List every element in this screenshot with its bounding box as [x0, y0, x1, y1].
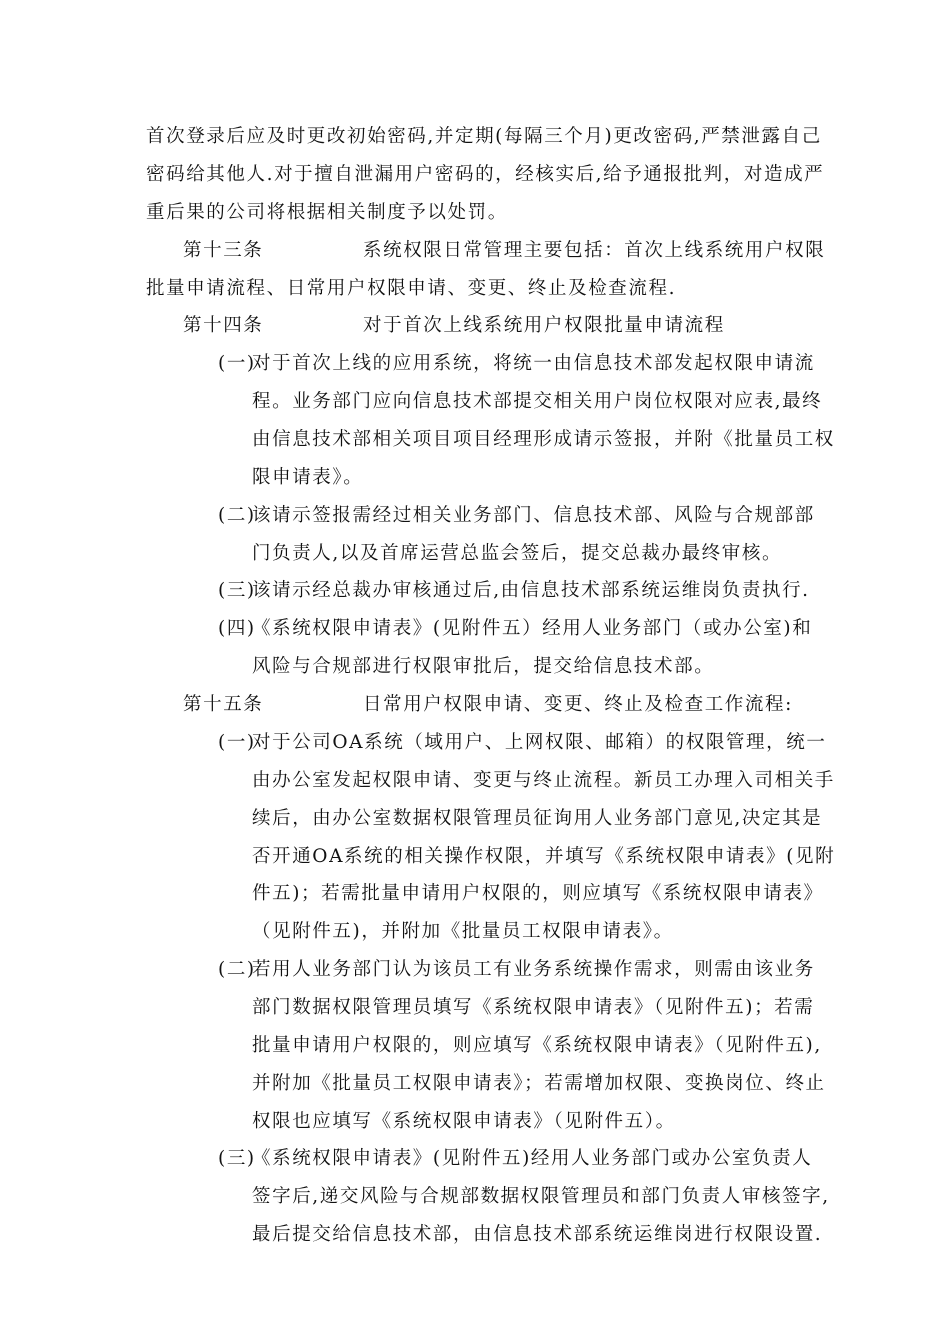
article-15-text: 日常用户权限申请、变更、终止及检查工作流程: — [363, 694, 793, 715]
item-marker: (一) — [218, 732, 256, 753]
item-text: 并附加《批量员工权限申请表》；若需增加权限、变换岗位、终止 — [252, 1073, 826, 1094]
item-text: 否开通OA系统的相关操作权限，并填写《系统权限申请表》(见附 — [252, 846, 836, 867]
item-text: 由信息技术部相关项目项目经理形成请示签报，并附《批量员工权 — [252, 429, 835, 450]
item-text: 部门数据权限管理员填写《系统权限申请表》（见附件五)；若需 — [252, 997, 815, 1018]
item-text: 程。业务部门应向信息技术部提交相关用户岗位权限对应表,最终 — [252, 391, 823, 412]
item-text: 最后提交给信息技术部，由信息技术部系统运维岗进行权限设置. — [252, 1224, 823, 1245]
item-marker: (二) — [218, 959, 256, 980]
item-text: 该请示经总裁办审核通过后,由信息技术部系统运维岗负责执行. — [252, 580, 810, 601]
article-13-heading: 第十三条 — [183, 240, 264, 261]
item-text: 若用人业务部门认为该员工有业务系统操作需求，则需由该业务 — [252, 959, 815, 980]
article-14-heading: 第十四条 — [183, 315, 264, 336]
item-marker: (三) — [218, 1148, 256, 1169]
item-text: （见附件五)，并附加《批量员工权限申请表》。 — [252, 921, 674, 942]
paragraph-line: 重后果的公司将根据相关制度予以处罚。 — [146, 202, 508, 223]
item-text: 《系统权限申请表》(见附件五）经用人业务部门（或办公室)和 — [252, 618, 813, 639]
article-14-text: 对于首次上线系统用户权限批量申请流程 — [363, 315, 725, 336]
item-text: 件五)；若需批量申请用户权限的，则应填写《系统权限申请表》 — [252, 883, 824, 904]
item-marker: (二) — [218, 505, 256, 526]
item-text: 权限也应填写《系统权限申请表》（见附件五）。 — [252, 1111, 676, 1132]
item-text: 对于首次上线的应用系统，将统一由信息技术部发起权限申请流 — [252, 353, 815, 374]
item-text: 该请示签报需经过相关业务部门、信息技术部、风险与合规部部 — [252, 505, 815, 526]
item-marker: (三) — [218, 580, 256, 601]
item-text: 对于公司OA系统（域用户、上网权限、邮箱）的权限管理，统一 — [252, 732, 827, 753]
item-text: 批量申请用户权限的，则应填写《系统权限申请表》（见附件五), — [252, 1035, 822, 1056]
article-13-text: 批量申请流程、日常用户权限申请、变更、终止及检查流程. — [146, 278, 677, 299]
item-text: 风险与合规部进行权限审批后，提交给信息技术部。 — [252, 656, 715, 677]
article-13-text: 系统权限日常管理主要包括：首次上线系统用户权限 — [363, 240, 826, 261]
item-text: 续后，由办公室数据权限管理员征询用人业务部门意见,决定其是 — [252, 808, 823, 829]
paragraph-line: 密码给其他人.对于擅自泄漏用户密码的，经核实后,给予通报批判，对造成严 — [146, 164, 825, 185]
item-text: 由办公室发起权限申请、变更与终止流程。新员工办理入司相关手 — [252, 770, 835, 791]
item-text: 限申请表》。 — [252, 467, 364, 488]
item-text: 《系统权限申请表》(见附件五)经用人业务部门或办公室负责人 — [252, 1148, 813, 1169]
item-text: 门负责人,以及首席运营总监会签后，提交总裁办最终审核。 — [252, 543, 783, 564]
item-marker: (四) — [218, 618, 256, 639]
article-15-heading: 第十五条 — [183, 694, 264, 715]
paragraph-line: 首次登录后应及时更改初始密码,并定期(每隔三个月)更改密码,严禁泄露自己 — [146, 126, 822, 147]
item-text: 签字后,递交风险与合规部数据权限管理员和部门负责人审核签字, — [252, 1186, 830, 1207]
item-marker: (一) — [218, 353, 256, 374]
